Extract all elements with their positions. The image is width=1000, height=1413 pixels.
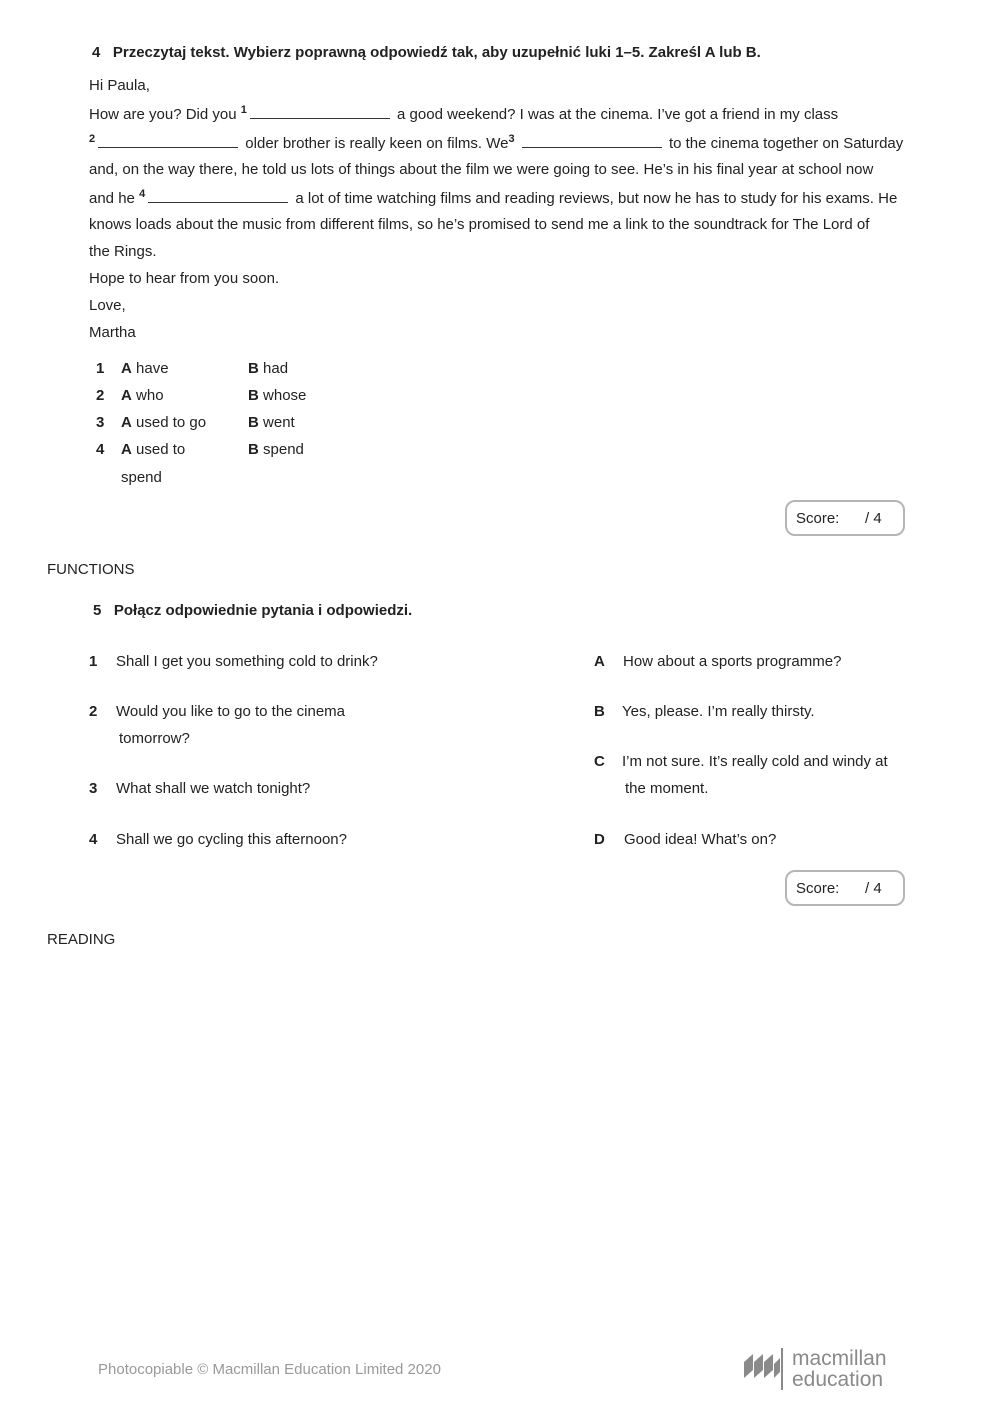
question-text: Shall we go cycling this afternoon? (116, 831, 347, 848)
copyright-notice: Photocopiable © Macmillan Education Limited 2020 (98, 1361, 441, 1378)
option-b[interactable]: B went (248, 414, 295, 431)
functions-heading: FUNCTIONS (47, 561, 135, 578)
task4-heading (92, 44, 761, 61)
gap-3-blank[interactable] (522, 135, 662, 148)
letter-line-5: knows loads about the music from different films, so he’s promised to send me a link to the soundtrack for The Lord of (89, 216, 870, 233)
option-number: 4 (96, 441, 105, 458)
question-number: 2 (89, 703, 98, 720)
text: and he (89, 190, 135, 207)
letter-line-6: the Rings. (89, 243, 157, 260)
logo-line-1: macmillan (792, 1347, 887, 1370)
answer-text-continued: the moment. (625, 780, 709, 797)
task4-number: 4 (92, 44, 101, 61)
option-a[interactable]: A used to go (121, 414, 207, 431)
task5-instruction: Połącz odpowiednie pytania i odpowiedzi. (113, 602, 413, 619)
task5-score-box[interactable] (785, 870, 905, 906)
task5-heading (93, 602, 412, 619)
score-max: / 4 (865, 510, 882, 527)
option-number: 2 (96, 387, 105, 404)
task5-number: 5 (93, 602, 102, 619)
logo-wordmark (792, 1348, 887, 1390)
option-b[interactable]: B spend (248, 441, 304, 458)
text: a lot of time watching films and reading reviews, but now he has to study for his exams. He (295, 190, 898, 207)
answer-letter: C (594, 753, 605, 770)
letter-line-4 (89, 188, 897, 207)
letter-line-1 (89, 104, 838, 123)
option-a[interactable]: A who (121, 387, 164, 404)
answer-letter: A (594, 653, 605, 670)
option-b[interactable]: B whose (248, 387, 307, 404)
logo-divider (781, 1348, 783, 1390)
answer-text: I’m not sure. It’s really cold and windy at (622, 753, 888, 770)
gap-4-blank[interactable] (148, 190, 288, 203)
gap-number: 4 (139, 188, 146, 200)
letter-signature: Martha (89, 324, 136, 341)
option-a-continued: spend (121, 469, 162, 486)
answer-letter: B (594, 703, 605, 720)
letter-line-3: and, on the way there, he told us lots of things about the film we were going to see. He’s in his final year at school now (89, 161, 874, 178)
question-text-continued: tomorrow? (119, 730, 190, 747)
answer-text: Yes, please. I’m really thirsty. (622, 703, 815, 720)
letter-line-2 (89, 133, 903, 152)
text: How are you? Did you (89, 106, 237, 123)
reading-heading: READING (47, 931, 116, 948)
score-label: Score: (796, 880, 840, 897)
text: a good weekend? I was at the cinema. I’ve got a friend in my class (397, 106, 839, 123)
score-max: / 4 (865, 880, 882, 897)
letter-closing: Hope to hear from you soon. (89, 270, 280, 287)
gap-number: 1 (240, 104, 247, 116)
question-text: Would you like to go to the cinema (116, 703, 346, 720)
question-text: Shall I get you something cold to drink? (116, 653, 378, 670)
gap-2-blank[interactable] (98, 135, 238, 148)
letter-love: Love, (89, 297, 126, 314)
task4-score-box[interactable] (785, 500, 905, 536)
answer-text: Good idea! What’s on? (624, 831, 777, 848)
text: to the cinema together on Saturday (668, 135, 904, 152)
question-number: 3 (89, 780, 98, 797)
task4-instruction: Przeczytaj tekst. Wybierz poprawną odpowiedź tak, aby uzupełnić luki 1–5. Zakreśl A lub B. (112, 44, 761, 61)
option-b[interactable]: B had (248, 360, 289, 377)
question-text: What shall we watch tonight? (116, 780, 311, 797)
answer-letter: D (594, 831, 605, 848)
gap-number: 2 (89, 133, 96, 145)
question-number: 1 (89, 653, 98, 670)
letter-greeting: Hi Paula, (89, 77, 150, 94)
text: older brother is really keen on films. We (245, 135, 509, 152)
question-number: 4 (89, 831, 98, 848)
gap-number: 3 (508, 133, 515, 145)
option-a[interactable]: A have (121, 360, 169, 377)
logo-line-2: education (792, 1368, 884, 1391)
macmillan-logo-icon (744, 1352, 780, 1378)
gap-1-blank[interactable] (250, 106, 390, 119)
option-a[interactable]: A used to (121, 441, 186, 458)
option-number: 3 (96, 414, 105, 431)
option-number: 1 (96, 360, 105, 377)
answer-text: How about a sports programme? (623, 653, 842, 670)
score-label: Score: (796, 510, 840, 527)
